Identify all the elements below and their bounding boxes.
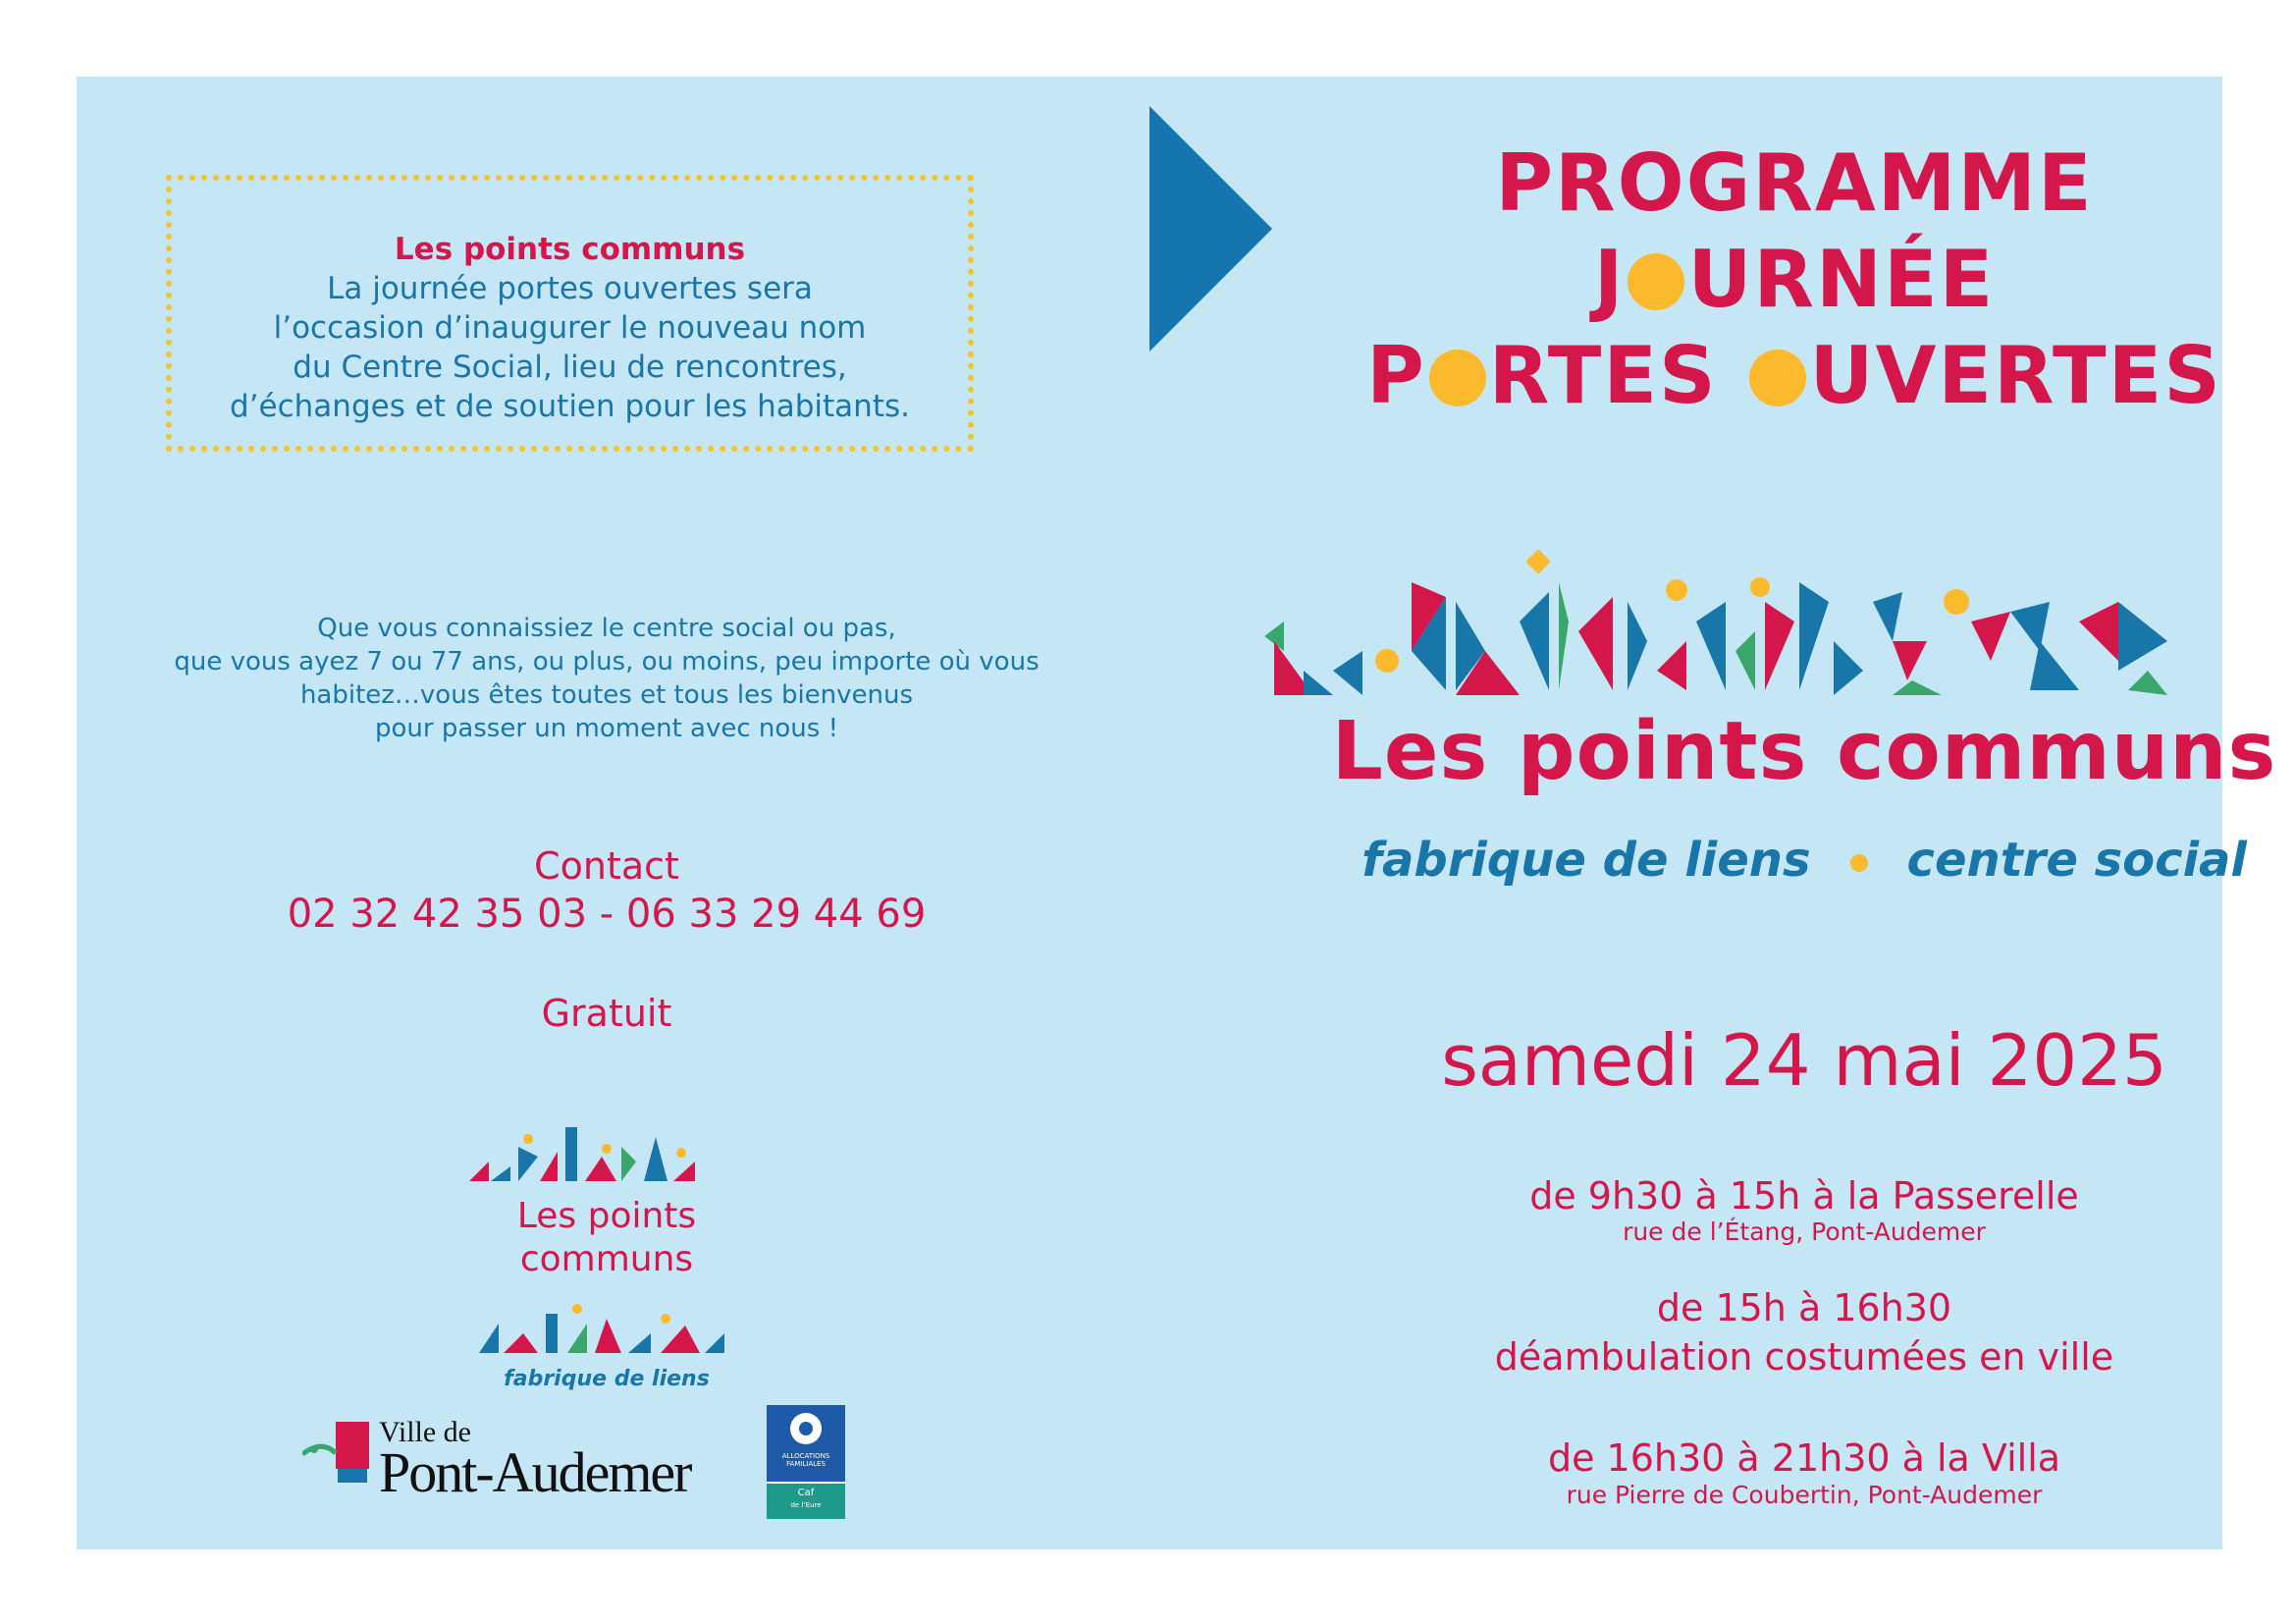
welcome-line: Que vous connaissiez le centre social ou pas,: [317, 614, 896, 643]
caf-name: Caf: [797, 1488, 815, 1498]
small-logo-sub: fabrique de liens: [504, 1367, 710, 1391]
caf-label: ALLOCATIONS FAMILIALES: [781, 1452, 830, 1468]
tagline: [1255, 833, 2296, 888]
event-date: samedi 24 mai 2025: [1441, 1019, 2167, 1102]
welcome-line: habitez…vous êtes toutes et tous les bienvenus: [299, 680, 914, 710]
welcome-line: pour passer un moment avec nous !: [374, 714, 838, 743]
price-label: Gratuit: [541, 992, 672, 1035]
slot-2-detail: déambulation costumées en ville: [1494, 1335, 2114, 1379]
flyer-sheet: [77, 77, 2277, 1549]
welcome-text: [116, 612, 1097, 745]
intro-text: [166, 269, 974, 426]
slot-1-detail: rue de l’Étang, Pont-Audemer: [1623, 1218, 1986, 1246]
contact-title: Contact: [534, 844, 679, 888]
bullet-dot-icon: [1850, 854, 1868, 872]
orange-o-icon: [1628, 253, 1684, 310]
caf-sub: de l’Eure: [790, 1501, 822, 1509]
slot-3-detail: rue Pierre de Coubertin, Pont-Audemer: [1566, 1481, 2043, 1509]
programme-title: [1255, 135, 2296, 424]
small-logo-line2: communs: [519, 1239, 694, 1279]
title-line-1: PROGRAMME: [1495, 137, 2094, 229]
title-line-2: J URNÉE: [1593, 234, 1996, 325]
tagline-left: fabrique de liens: [1362, 833, 1811, 888]
small-logo-line1: Les points: [516, 1196, 697, 1236]
intro-line: l’occasion d’inaugurer le nouveau nom: [273, 310, 867, 346]
welcome-line: que vous ayez 7 ou 77 ans, ou plus, ou moins, peu importe où vous: [174, 647, 1040, 677]
pont-audemer-logo: [302, 1410, 744, 1508]
orange-o-icon: [1749, 350, 1806, 406]
slot-3-time: de 16h30 à 21h30 à la Villa: [1547, 1436, 2061, 1480]
caf-logo: [767, 1405, 845, 1519]
intro-title: Les points communs: [394, 232, 746, 267]
small-logo: [459, 1108, 754, 1432]
orange-o-icon: [1429, 350, 1486, 406]
intro-line: d’échanges et de soutien pour les habitants.: [230, 389, 910, 424]
intro-line: du Centre Social, lieu de rencontres,: [293, 350, 847, 385]
tangram-figures-icon: [1264, 523, 2187, 700]
title-line-3: P RTES UVERTES: [1366, 330, 2222, 421]
ville-prefix: Ville de: [379, 1416, 471, 1448]
contact-phones: 02 32 42 35 03 - 06 33 29 44 69: [287, 892, 927, 937]
logo-name: Les points communs: [1331, 705, 2277, 798]
intro-line: La journée portes ouvertes sera: [327, 271, 813, 306]
tagline-right: centre social: [1906, 833, 2247, 888]
caf-emblem-icon: [767, 1405, 845, 1452]
slot-1-time: de 9h30 à 15h à la Passerelle: [1529, 1174, 2079, 1218]
city-crest-icon: [302, 1410, 381, 1498]
city-name: Pont-Audemer: [379, 1440, 691, 1504]
slot-2-time: de 15h à 16h30: [1656, 1286, 1952, 1329]
